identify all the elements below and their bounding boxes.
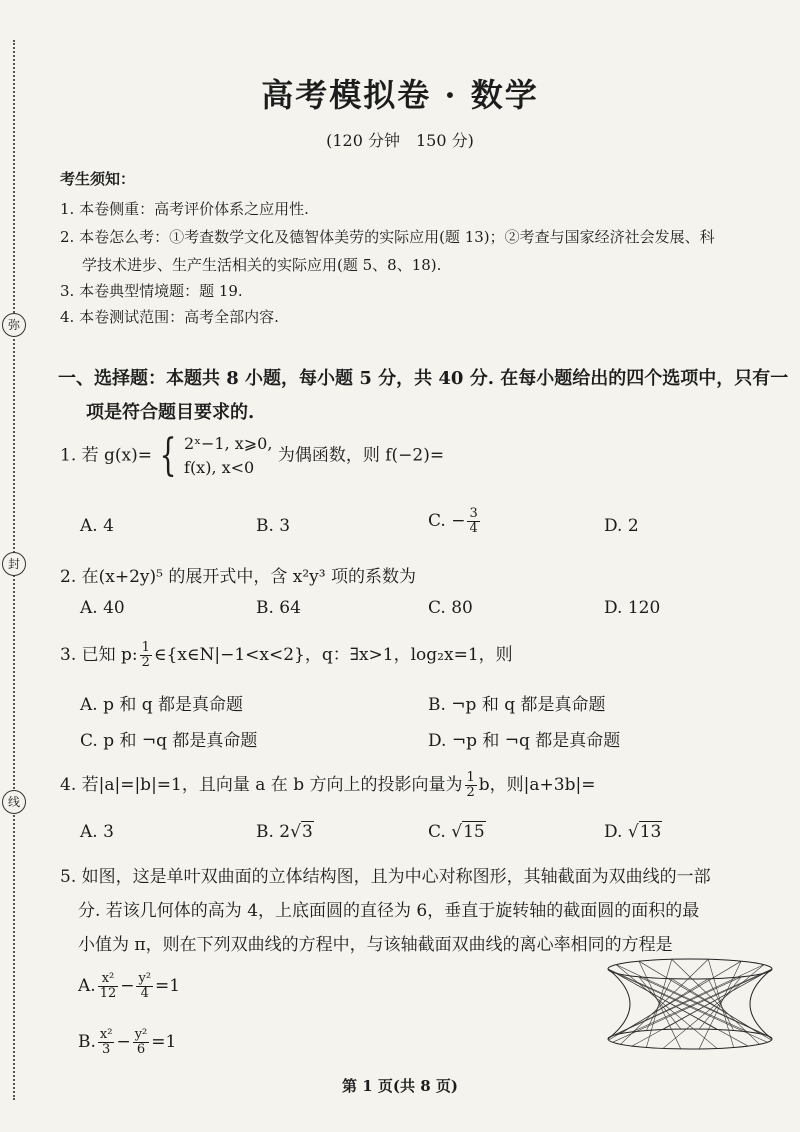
question-4 [60, 770, 595, 800]
q3-option-c: C. p 和 ¬q 都是真命题 [80, 731, 258, 751]
frac-den: 6 [136, 1042, 146, 1057]
radicand: 13 [639, 822, 662, 842]
option-label: D. [604, 822, 628, 842]
q5-option-a: A. $\frac{\text{x²}}{12}$ − $\frac{\text{y²}}{4}$ =1 [78, 971, 181, 1001]
frac-den: 4 [140, 986, 149, 1001]
fraction [133, 1028, 150, 1057]
brace-symbol: { [159, 430, 177, 481]
radicand: 3 [301, 822, 313, 842]
option-label: B. [78, 1032, 96, 1052]
note-line: 3. 本卷典型情境题：题 19. [60, 282, 243, 300]
q4-option-a: A. 3 [80, 822, 114, 842]
q2-option-b: B. 64 [256, 598, 301, 618]
ruling-line [699, 961, 741, 1049]
fraction [98, 1028, 115, 1057]
margin-mark-line: 线 [2, 790, 26, 814]
equation-rest: =1 [155, 976, 181, 996]
section-heading: 一、选择题：本题共 8 小题，每小题 5 分，共 40 分. 在每小题给出的四个选项中，只有一 [58, 368, 789, 389]
notes-heading: 考生须知： [60, 170, 136, 188]
option-label: B. 2 [256, 822, 291, 842]
q1-case-2: f(x), x<0 [184, 458, 255, 477]
section-heading-cont: 项是符合题目要求的. [86, 402, 255, 423]
hyperboloid-figure [600, 955, 780, 1055]
ruling-line [646, 959, 671, 1047]
note-line: 4. 本卷测试范围：高考全部内容. [60, 308, 279, 326]
frac-num: 1 [141, 640, 150, 655]
sqrt-symbol: √ [451, 822, 463, 842]
option-label: A. [78, 976, 96, 996]
q2-option-c: C. 80 [428, 598, 473, 618]
fraction [140, 641, 152, 670]
frac-den: 2 [141, 655, 150, 670]
frac-den: 2 [466, 785, 475, 800]
radicand: 15 [463, 822, 485, 842]
q1-case-1: 2ˣ−1, x⩾0, [184, 434, 273, 453]
q2-option-a: A. 40 [80, 598, 125, 618]
q1-option-c-label: C. − [428, 511, 466, 531]
frac-num: y² [138, 971, 152, 986]
q4-option-c [428, 822, 486, 842]
page-footer: 第 1 页(共 8 页) [342, 1077, 458, 1095]
q1-prefix: 1. 若 g(x)= [60, 445, 153, 466]
margin-mark-seal: 弥 [2, 313, 26, 337]
q4-option-d [604, 822, 662, 842]
q3-option-b: B. ¬p 和 q 都是真命题 [428, 695, 606, 715]
frac-num: x² [98, 972, 119, 987]
q1-cases [184, 432, 272, 480]
frac-num: y² [134, 1027, 148, 1042]
frac-den: 3 [102, 1042, 111, 1057]
frac-num: 1 [466, 770, 475, 785]
question-5-line: 分. 若该几何体的高为 4，上底面圆的直径为 6，垂直于旋转轴的截面圆的面积的最 [78, 901, 700, 921]
question-2: 2. 在(x+2y)⁵ 的展开式中，含 x²y³ 项的系数为 [60, 567, 416, 587]
q3-option-d: D. ¬p 和 ¬q 都是真命题 [428, 731, 621, 751]
q1-option-c [428, 507, 482, 536]
question-5-line: 小值为 π，则在下列双曲线的方程中，与该轴截面双曲线的离心率相同的方程是 [78, 935, 673, 955]
frac-den: 4 [469, 521, 478, 536]
question-5-line: 5. 如图，这是单叶双曲面的立体结构图，且为中心对称图形，其轴截面为双曲线的一部 [60, 867, 711, 887]
q5-option-b: B. $\frac{\text{x²}}{3}$ − $\frac{\text{y²}}{6}$ =1 [78, 1027, 177, 1057]
ruling-lines [608, 959, 772, 1049]
note-line: 学技术进步、生产生活相关的实际应用(题 5、8、18). [82, 256, 442, 274]
note-line: 1. 本卷侧重：高考评价体系之应用性. [60, 200, 309, 218]
q3-suffix: ∈{x∈N|−1<x<2}，q：∃x>1，log₂x=1，则 [153, 645, 513, 665]
q1-option-a: A. 4 [80, 516, 114, 536]
q3-option-a: A. p 和 q 都是真命题 [80, 695, 244, 715]
sqrt-symbol: √ [290, 822, 301, 842]
q2-option-d: D. 120 [604, 598, 661, 618]
q3-prefix: 3. 已知 p: [60, 645, 138, 665]
q4-prefix: 4. 若|a|=|b|=1，且向量 a 在 b 方向上的投影向量为 [60, 775, 463, 795]
top-ellipse [608, 959, 772, 979]
page-title: 高考模拟卷 · 数学 [261, 76, 539, 114]
frac-num: 3 [469, 506, 478, 521]
sqrt-symbol: √ [627, 822, 639, 842]
frac-den: 12 [99, 986, 117, 1001]
fraction [136, 972, 153, 1001]
frac-num: x² [99, 1027, 113, 1042]
ruling-line [639, 961, 681, 1049]
q1-option-b: B. 3 [256, 516, 291, 536]
note-line: 2. 本卷怎么考：①考查数学文化及德智体美劳的实际应用(题 13)；②考查与国家经济社会发展、科 [60, 228, 715, 246]
q4-suffix: b，则|a+3b|= [478, 775, 596, 795]
fraction [465, 771, 477, 800]
question-1 [60, 432, 444, 480]
exam-duration-score: (120 分钟 150 分) [326, 131, 474, 150]
fraction [467, 507, 479, 536]
equation-rest: =1 [151, 1032, 177, 1052]
q4-option-b [256, 822, 314, 842]
option-label: C. [428, 822, 452, 842]
fraction [98, 972, 119, 1001]
margin-mark-seal: 封 [2, 552, 26, 576]
q1-option-d: D. 2 [604, 516, 639, 536]
ruling-line [639, 961, 772, 1040]
question-3 [60, 640, 513, 670]
q1-suffix: 为偶函数，则 f(−2)= [277, 445, 445, 466]
